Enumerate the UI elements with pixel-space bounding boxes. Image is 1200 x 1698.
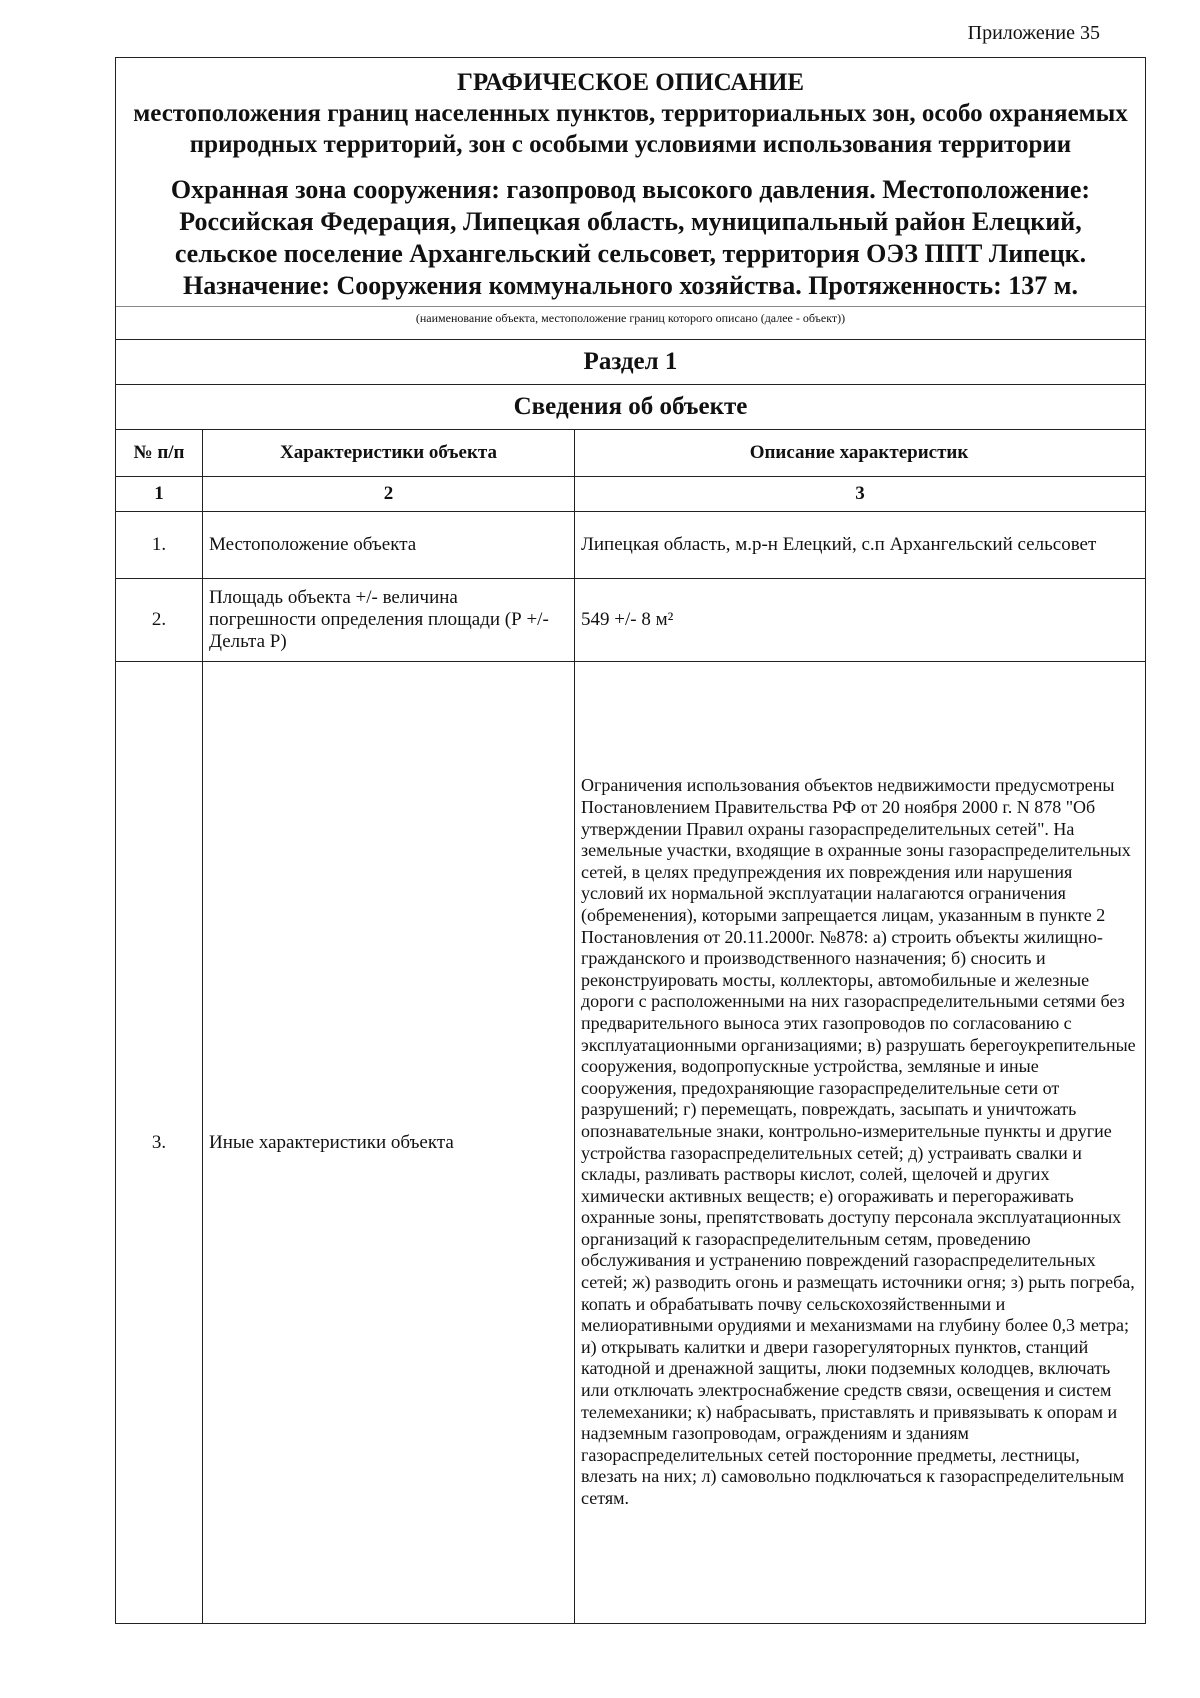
column-number: 3 [575, 477, 1146, 512]
appendix-label: Приложение 35 [967, 22, 1100, 44]
table-row [116, 579, 1145, 662]
header-block [116, 58, 1145, 306]
object-caption: (наименование объекта, местоположение границ которого описано (далее - объект)) [116, 306, 1145, 339]
document-frame [115, 57, 1146, 1624]
row-description: Ограничения использования объектов недвижимости предусмотрены Постановлением Правительства РФ от 20 ноября 2000 г. N 878 "Об утверждении Правил охраны газораспределительных сетей". На земельные участки, входящие в охранные зоны газораспределительных сетей, в целях предупреждения их повреждения или нарушения условий их нормальной эксплуатации налагаются ограничения (обременения), которыми запрещается лицам, указанным в пункте 2 Постановления от 20.11.2000г. №878: а) строить объекты жилищно-гражданского и производственного назначения; б) сносить и реконструировать мосты, коллекторы, автомобильные и железные дороги с расположенными на них газораспределительными сетями без предварительного выноса этих газопроводов по согласованию с эксплуатационными организациями; в) разрушать берегоукрепительные сооружения, водопропускные устройства, земляные и иные сооружения, предохраняющие газораспределительные сети от разрушений; г) перемещать, повреждать, засыпать и уничтожать опознавательные знаки, контрольно-измерительные пункты и другие устройства газораспределительных сетей; д) устраивать свалки и склады, разливать растворы кислот, солей, щелочей и других химически активных веществ; е) огораживать и перегораживать охранные зоны, препятствовать доступу персонала эксплуатационных организаций к газораспределительным сетям, проведению обслуживания и устранению повреждений газораспределительных сетей; ж) разводить огонь и размещать источники огня; з) рыть погреба, копать и обрабатывать почву сельскохозяйственными и мелиоративными орудиями и механизмами на глубину более 0,3 метра; и) открывать калитки и двери газорегуляторных пунктов, станций катодной и дренажной защиты, люки подземных колодцев, включать или отключать электроснабжение средств связи, освещения и систем телемеханики; к) набрасывать, приставлять и привязывать к опорам и надземным газопроводам, ограждениям и зданиям газораспределительных сетей посторонние предметы, лестницы, влезать на них; л) самовольно подключаться к газораспределительным сетям. [575, 662, 1146, 1624]
row-characteristic: Площадь объекта +/- величина погрешности определения площади (Р +/- Дельта Р) [203, 579, 575, 662]
row-description: Липецкая область, м.р-н Елецкий, с.п Архангельский сельсовет [575, 512, 1146, 579]
table-header-row [116, 430, 1145, 477]
row-description: 549 +/- 8 м² [575, 579, 1146, 662]
document-title: ГРАФИЧЕСКОЕ ОПИСАНИЕ [456, 69, 805, 96]
row-number: 2. [116, 579, 203, 662]
section-subtitle: Сведения об объекте [116, 384, 1145, 429]
column-number-row [116, 477, 1145, 512]
column-number: 1 [116, 477, 203, 512]
object-info-table [116, 429, 1145, 1623]
table-row [116, 662, 1145, 1624]
document-subtitle: местоположения границ населенных пунктов, территориальных зон, особо охраняемых природных территорий, зон с особыми условиями использования территории [133, 100, 1128, 158]
column-header-number: № п/п [116, 430, 203, 477]
row-number: 3. [116, 662, 203, 1624]
column-header-characteristic: Характеристики объекта [203, 430, 575, 477]
column-number: 2 [203, 477, 575, 512]
table-row [116, 512, 1145, 579]
row-characteristic: Местоположение объекта [203, 512, 575, 579]
column-header-description: Описание характеристик [575, 430, 1146, 477]
row-number: 1. [116, 512, 203, 579]
object-name: Охранная зона сооружения: газопровод высокого давления. Местоположение: Российская Федерация, Липецкая область, муниципальный район Елецкий, сельское поселение Архангельский сельсовет, территория ОЭЗ ППТ Липецк. Назначение: Сооружения коммунального хозяйства. Протяженность: 137 м. [170, 175, 1091, 300]
row-characteristic: Иные характеристики объекта [203, 662, 575, 1624]
section-title: Раздел 1 [116, 339, 1145, 384]
